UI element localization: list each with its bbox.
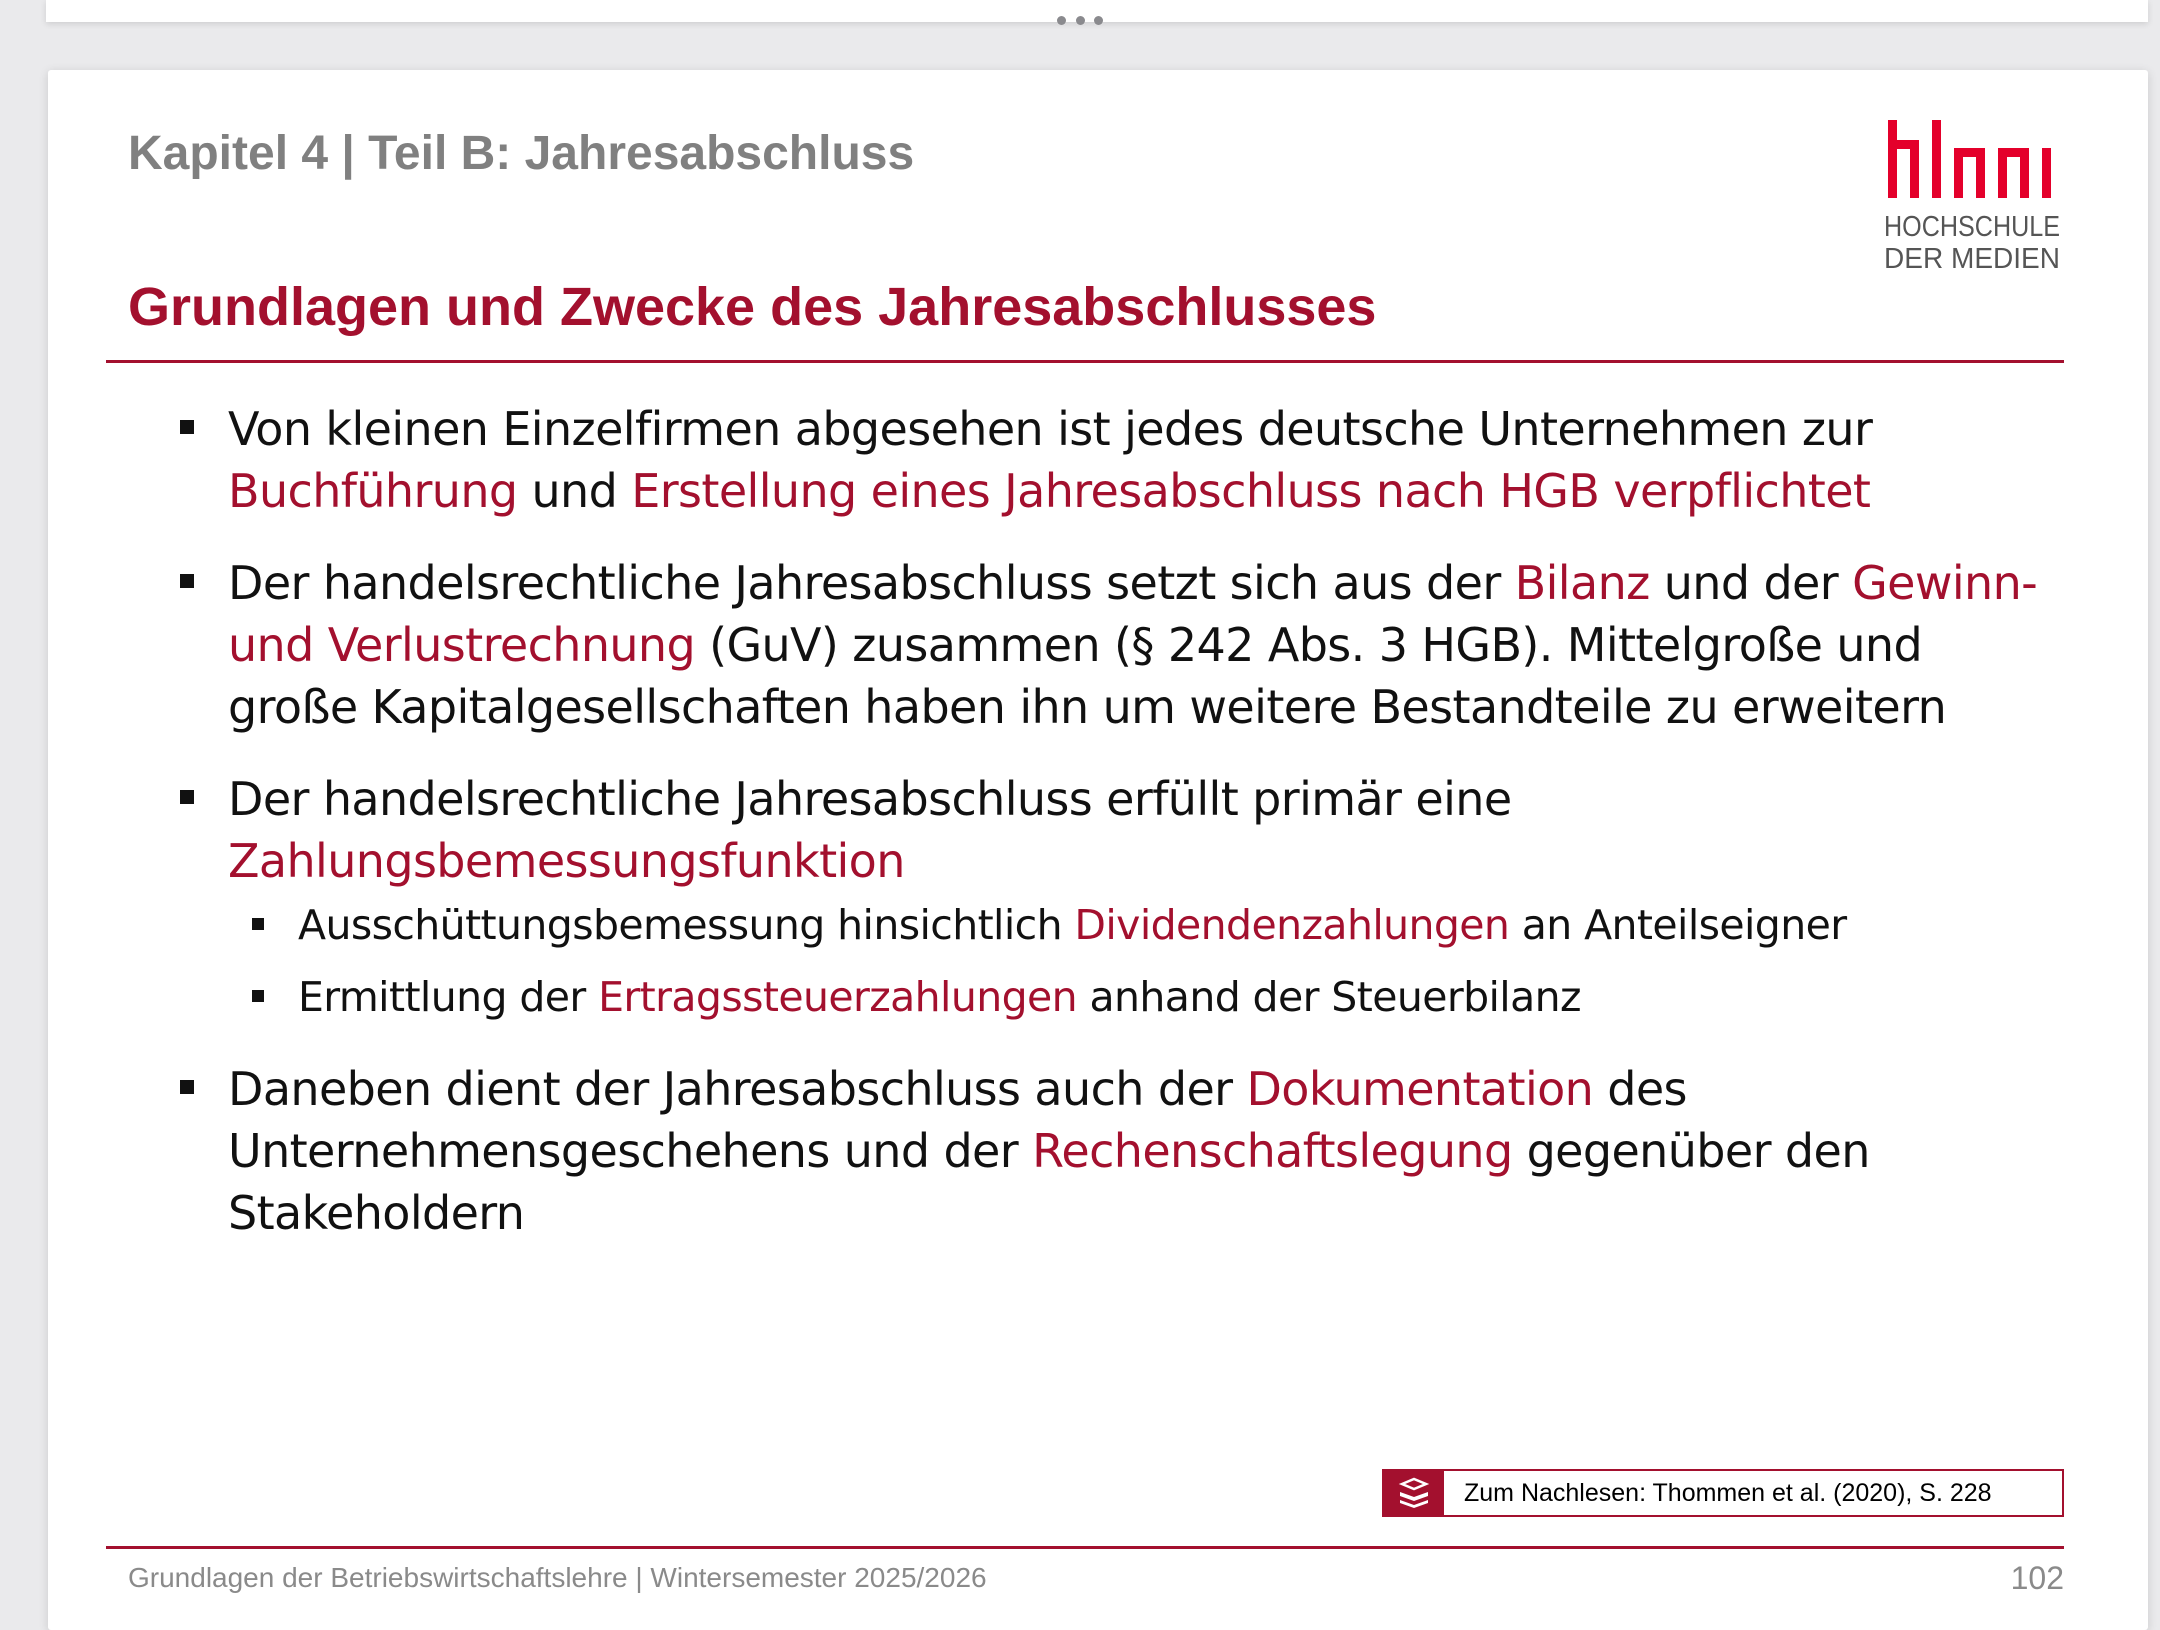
sub-bullet-marker [252, 918, 264, 930]
bullet-text: Ausschüttungsbemessung hinsichtlich [298, 901, 1075, 949]
bullet-text: und der [1649, 556, 1853, 610]
footer-divider [106, 1546, 2064, 1549]
highlight-term: Erstellung eines Jahresabschluss nach HGB verpflichtet [631, 464, 1871, 518]
bullet-text: Daneben dient der Jahresabschluss auch der [228, 1062, 1247, 1116]
title-divider [106, 360, 2064, 363]
more-options-handle[interactable] [1057, 14, 1103, 26]
chapter-heading: Kapitel 4 | Teil B: Jahresabschluss [128, 127, 915, 180]
highlight-term: Dokumentation [1246, 1062, 1594, 1116]
bullet-text: gegenüber den Stakeholdern [228, 1124, 1870, 1240]
footer-course: Grundlagen der Betriebswirtschaftslehre | Wintersemester 2025/2026 [128, 1562, 987, 1593]
highlight-term: Gewinn- und Verlustrechnung [228, 556, 2038, 672]
bullet-item [128, 398, 2048, 522]
bullet-text: und [517, 464, 632, 518]
bullet-text: Ermittlung der [298, 973, 599, 1021]
logo-text-line1: HOCHSCHULE [1884, 211, 2060, 243]
highlight-term: Zahlungsbemessungsfunktion [228, 834, 905, 888]
hdm-logo [1884, 118, 2064, 278]
bullet-text: Von kleinen Einzelfirmen abgesehen ist jedes deutsche Unternehmen zur [228, 402, 1873, 456]
highlight-term: Buchführung [228, 464, 518, 518]
bullet-text: des Unternehmensgeschehens und der [228, 1062, 1687, 1178]
bullet-item [128, 768, 2048, 892]
reference-text: Zum Nachlesen: Thommen et al. (2020), S. 228 [1464, 1479, 1992, 1507]
bullet-marker [180, 1080, 194, 1094]
bullet-marker [180, 790, 194, 804]
sub-bullet-item [128, 968, 2048, 1026]
bullet-marker [180, 574, 194, 588]
highlight-term: Rechenschaftslegung [1032, 1124, 1513, 1178]
slide[interactable] [48, 70, 2148, 1630]
bullet-text: Der handelsrechtliche Jahresabschluss erfüllt primär eine [228, 772, 1512, 826]
sub-bullet-marker [252, 990, 264, 1002]
books-icon [1384, 1471, 1444, 1515]
sub-bullet-item [128, 896, 2048, 954]
bullet-text: Der handelsrechtliche Jahresabschluss setzt sich aus der [228, 556, 1515, 610]
bullet-item [128, 552, 2048, 738]
reading-reference [1382, 1469, 2064, 1517]
bullet-text: anhand der Steuerbilanz [1077, 973, 1581, 1021]
highlight-term: Dividendenzahlungen [1074, 901, 1510, 949]
bullet-text: an Anteilseigner [1509, 901, 1847, 949]
slide-title: Grundlagen und Zwecke des Jahresabschlusses [128, 277, 1377, 337]
logo-text-line2: DER MEDIEN [1884, 243, 2060, 275]
bullet-text: (GuV) zusammen (§ 242 Abs. 3 HGB). Mittelgroße und große Kapitalgesellschaften haben ihn um weitere Bestandteile zu erweitern [228, 618, 1947, 734]
highlight-term: Bilanz [1514, 556, 1650, 610]
page-number: 102 [2010, 1560, 2064, 1596]
highlight-term: Ertragssteuerzahlungen [598, 973, 1078, 1021]
bullet-list [128, 398, 2048, 1274]
bullet-item [128, 1058, 2048, 1244]
sub-bullet-list [128, 896, 2048, 1026]
bullet-marker [180, 420, 194, 434]
